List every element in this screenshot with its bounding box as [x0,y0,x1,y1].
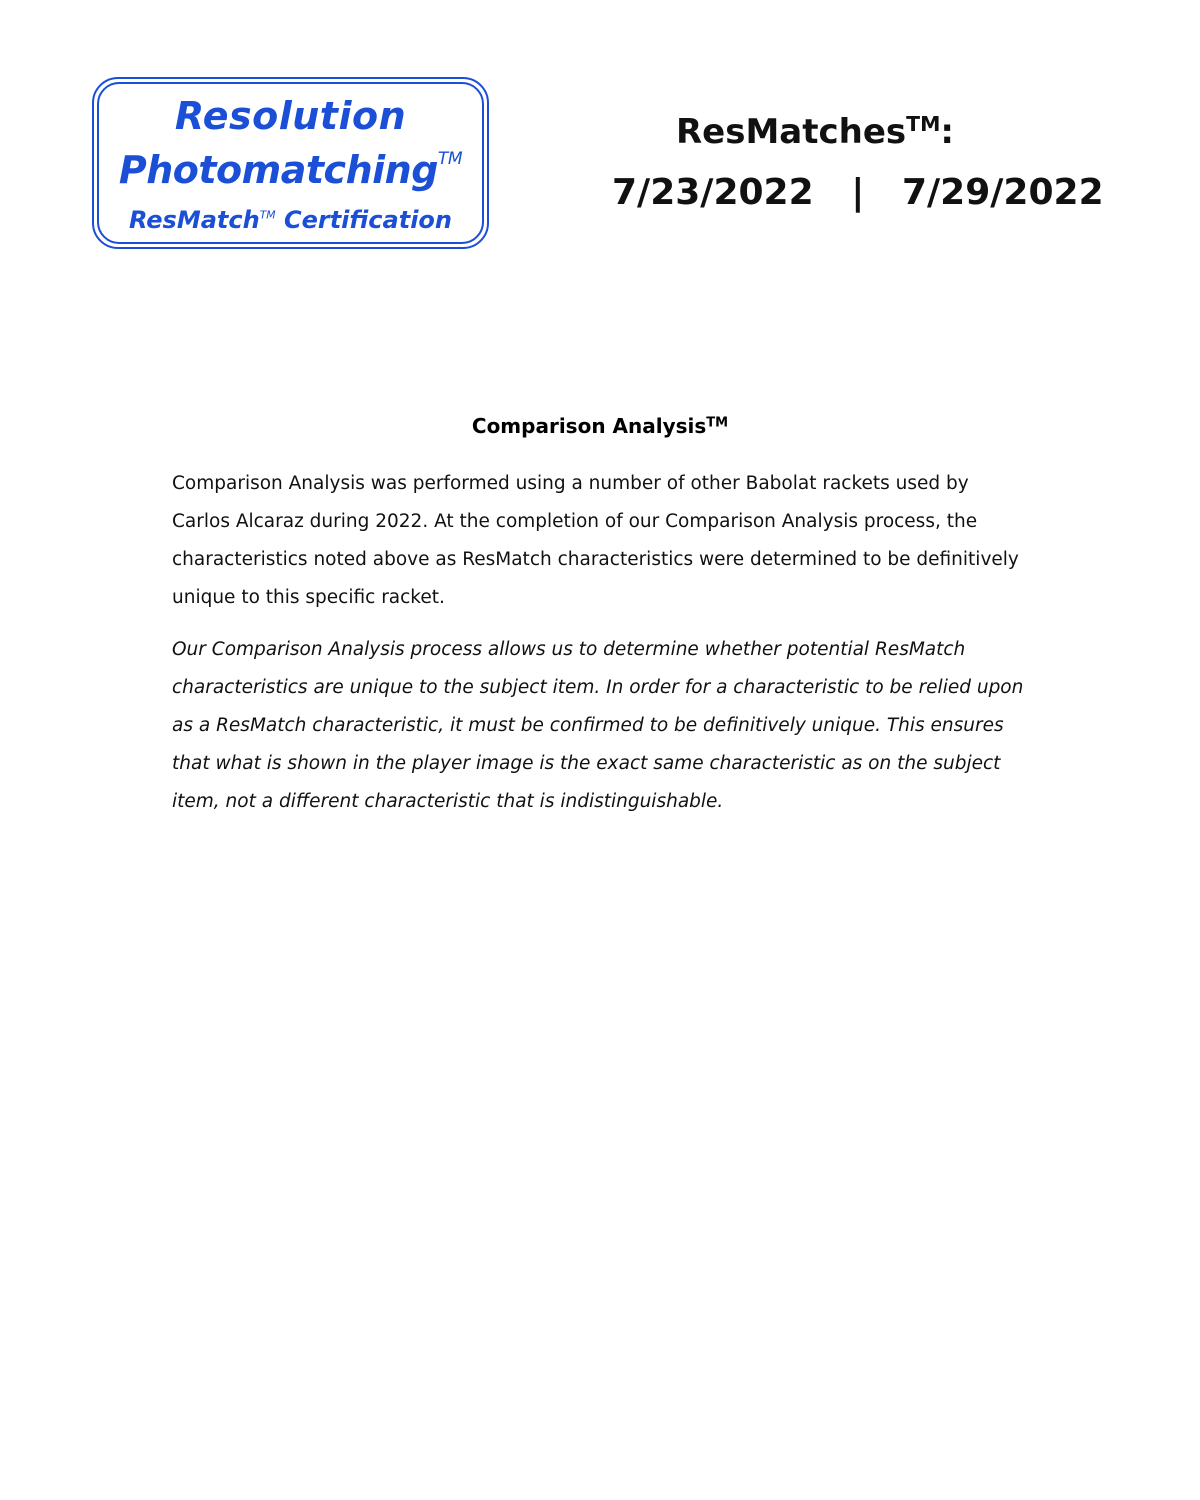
logo-photomatching-text: Photomatching [118,148,438,192]
resmatches-title [620,112,1010,152]
logo-certification-text: Certification [283,206,452,234]
section-heading [0,414,1200,438]
section-heading-tm-mark: TM [706,415,729,431]
match-dates: 7/23/2022 | 7/29/2022 [612,172,1104,213]
logo-resmatch-text: ResMatch [128,206,260,234]
logo-tm-mark: TM [437,149,463,170]
logo-inner-border [97,82,484,244]
resmatches-title-text: ResMatches [676,112,907,153]
process-explanation-paragraph: Our Comparison Analysis process allows us to determine whether potential ResMatch characteristics are unique to the subject item. In order for a characteristic to be relied upon as a ResMatch characteristic, it must be confirmed to be definitively unique. This ensures that what is shown in the player image is the exact same characteristic as on the subject item, not a different characteristic that is indistinguishable. [172,639,1024,812]
logo-line-resolution: Resolution [174,94,407,138]
logo-line-certification [99,206,482,234]
section-heading-text: Comparison Analysis [471,414,707,438]
resmatches-colon: : [940,112,954,153]
certification-logo [92,77,489,249]
logo-line-photomatching [99,148,482,192]
logo-resmatch-tm-mark: TM [259,208,276,222]
resmatches-tm-mark: TM [906,112,941,136]
comparison-paragraph: Comparison Analysis was performed using a number of other Babolat rackets used by Carlos Alcaraz during 2022. At the completion of our Comparison Analysis process, the characteristics noted above as ResMatch characteristics were determined to be definitively unique to this specific racket. [172,473,1019,608]
